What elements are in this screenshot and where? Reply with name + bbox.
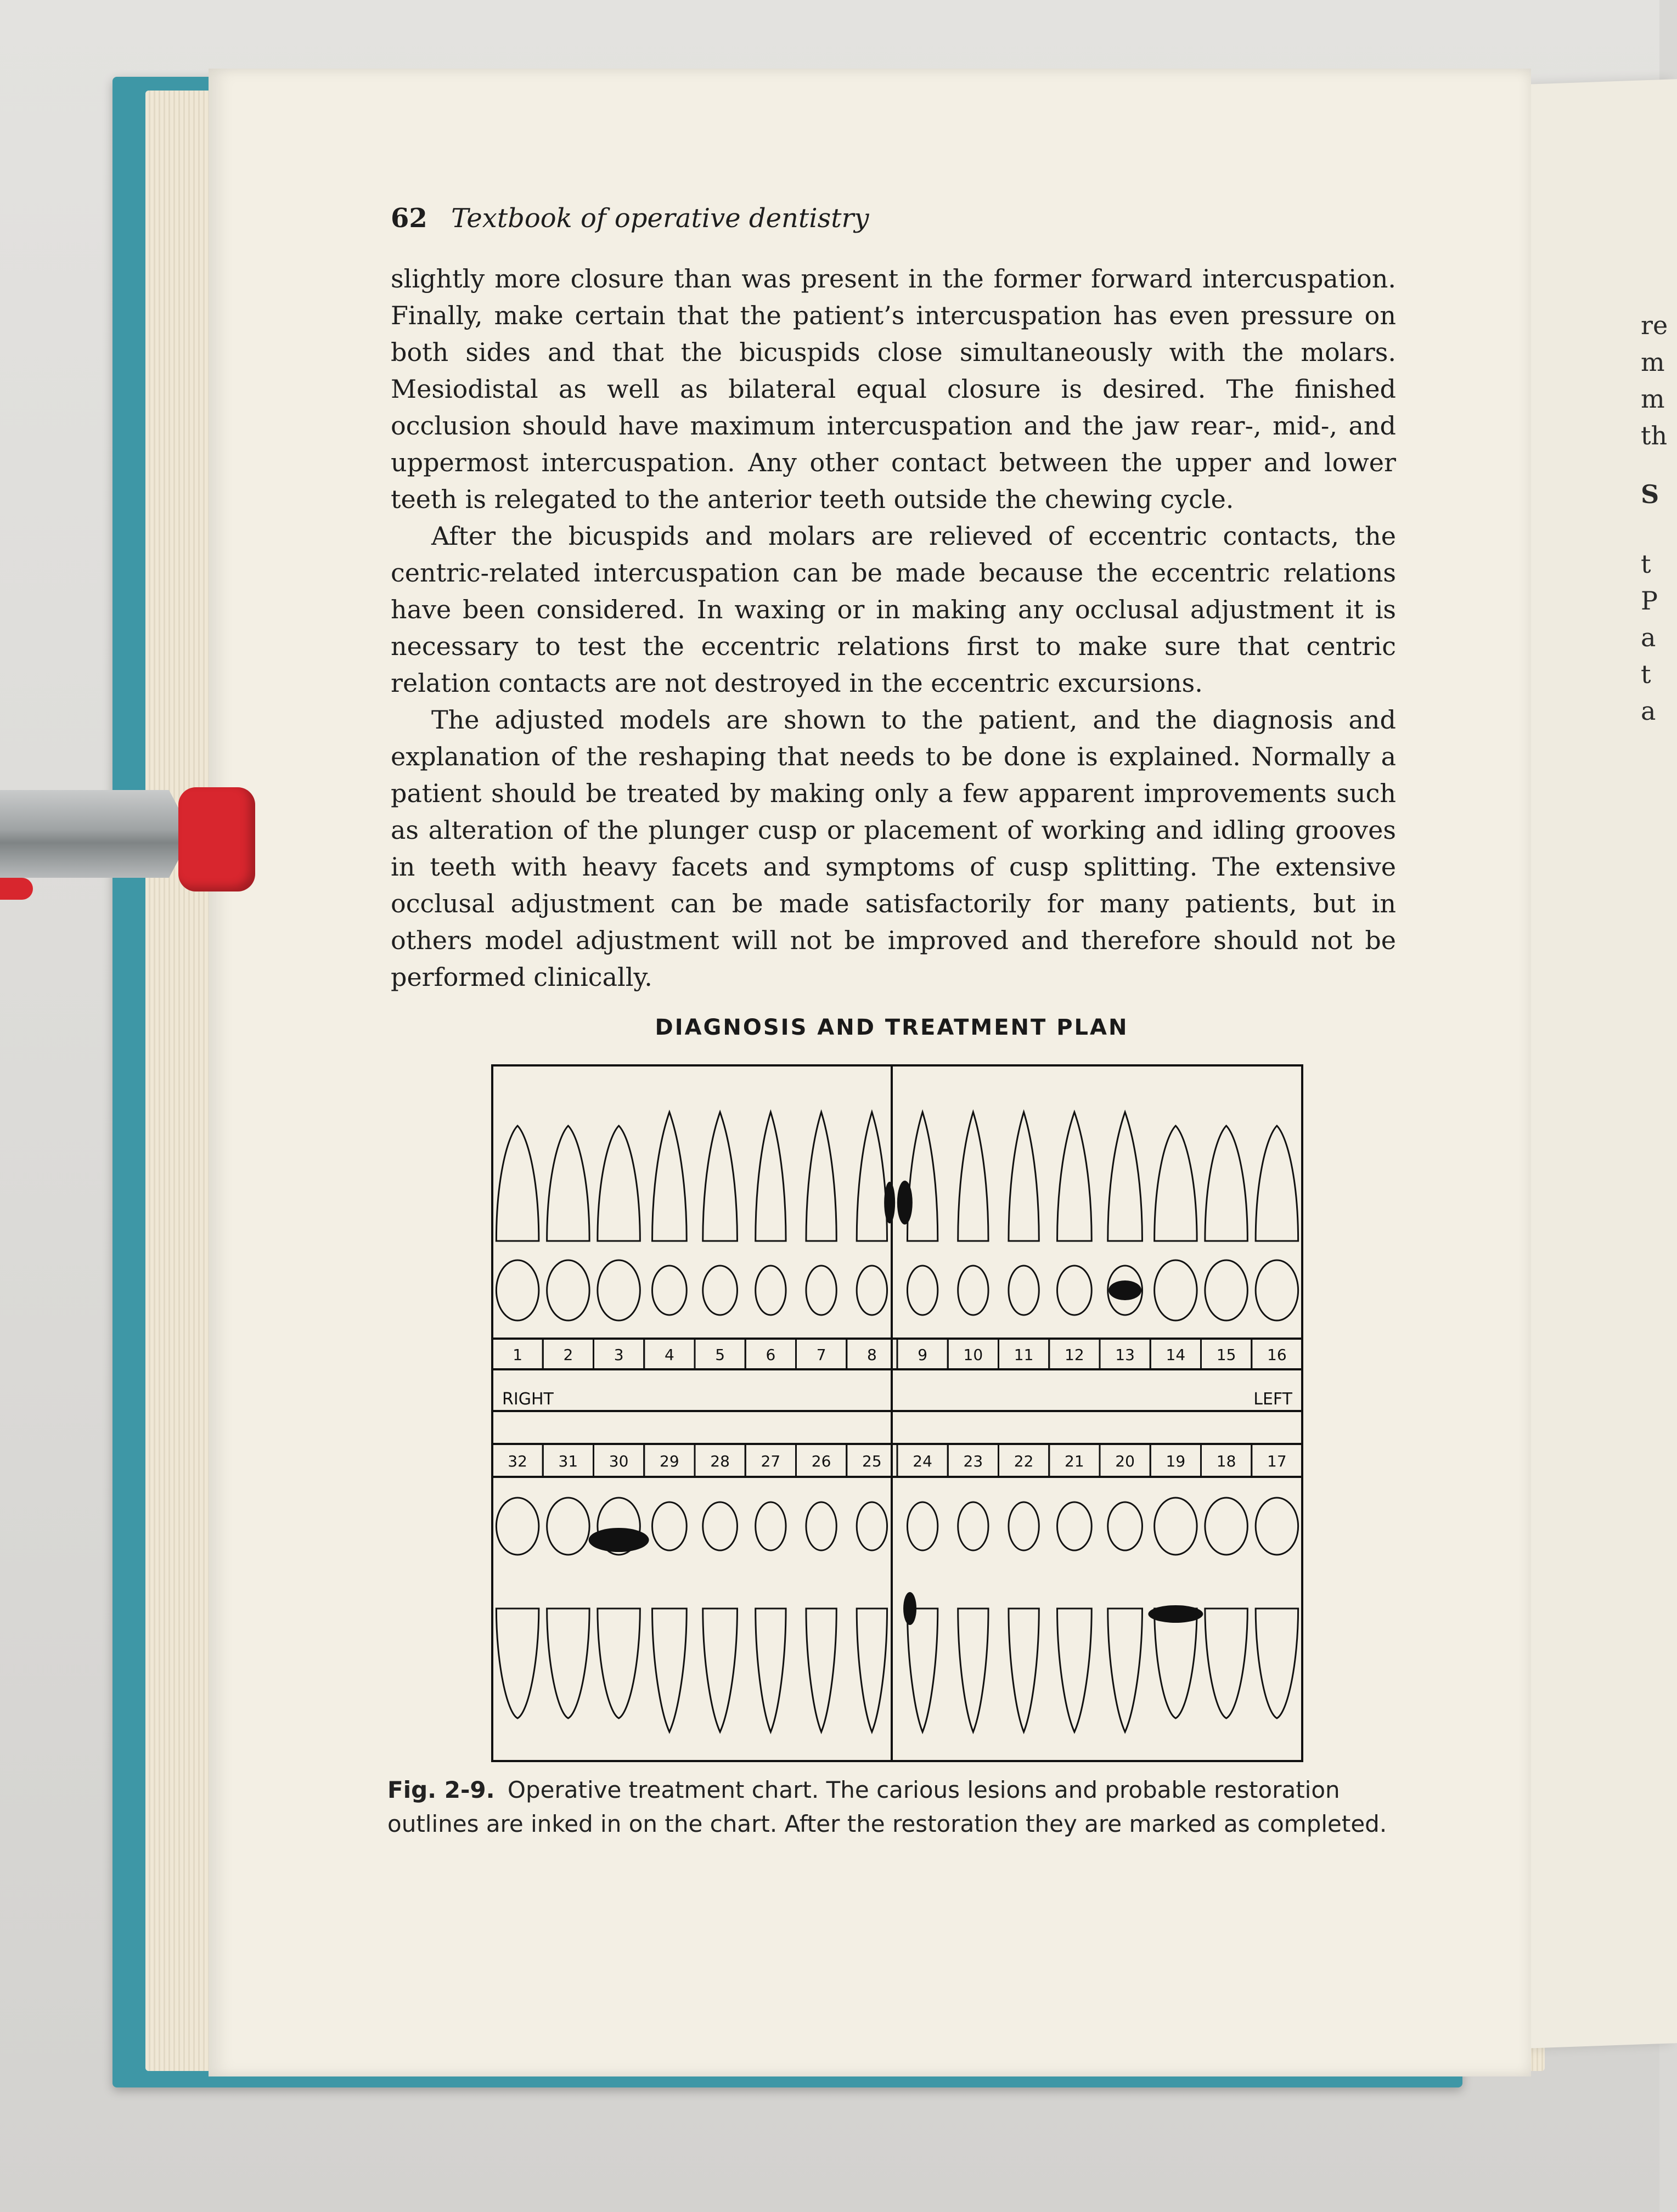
tooth-number: 29: [660, 1452, 679, 1470]
upper-tooth-outline: [806, 1112, 836, 1241]
lower-tooth-outline: [907, 1609, 937, 1732]
lower-occlusal-view: [652, 1502, 687, 1550]
upper-occlusal-view: [1057, 1266, 1092, 1315]
tooth-number: 13: [1115, 1346, 1135, 1364]
upper-occlusal-view: [598, 1260, 640, 1321]
tooth-number: 21: [1065, 1452, 1084, 1470]
upper-tooth-outline: [1205, 1126, 1247, 1241]
tooth-number: 24: [913, 1452, 932, 1470]
upper-occlusal-view: [756, 1266, 786, 1315]
right-label: RIGHT: [502, 1390, 554, 1409]
lower-occlusal-view: [1108, 1502, 1143, 1550]
lower-tooth-outline: [1205, 1609, 1247, 1718]
tooth-number: 19: [1166, 1452, 1186, 1470]
tooth-number: 9: [918, 1346, 928, 1364]
upper-occlusal-view: [1155, 1260, 1197, 1321]
upper-occlusal-view: [958, 1266, 988, 1315]
upper-tooth-outline: [652, 1112, 687, 1241]
figure-caption: [387, 1773, 1414, 1841]
inked-lesion: [903, 1592, 916, 1625]
upper-tooth-outline: [598, 1126, 640, 1241]
tooth-number: 14: [1166, 1346, 1186, 1364]
tooth-number: 27: [761, 1452, 781, 1470]
chart-frame: [492, 1065, 1302, 1761]
lower-occlusal-view: [907, 1502, 937, 1550]
paragraph: After the bicuspids and molars are relieved of eccentric contacts, the centric-related intercuspation can be made because the eccentric relations have been considered. In waxing or in making any occlusal adjustment it is necessary to test the eccentric relations first to make sure that centric relation contacts are not destroyed in the eccentric excursions.: [391, 521, 1396, 698]
lower-tooth-outline: [806, 1609, 836, 1732]
upper-number-row: [492, 1339, 1302, 1369]
lower-occlusal-view: [857, 1502, 887, 1550]
lower-tooth-outline: [1108, 1609, 1143, 1732]
tooth-number: 4: [664, 1346, 674, 1364]
upper-tooth-outline: [756, 1112, 786, 1241]
tooth-number: 16: [1267, 1346, 1287, 1364]
upper-tooth-outline: [857, 1112, 887, 1241]
dental-chart: [486, 1060, 1309, 1768]
tooth-number: 25: [862, 1452, 882, 1470]
lower-tooth-outline: [1155, 1609, 1197, 1718]
inked-lesion: [897, 1181, 913, 1224]
tooth-number: 8: [866, 1346, 877, 1364]
upper-occlusal-view: [806, 1266, 836, 1315]
upper-occlusal-view: [1205, 1260, 1247, 1321]
upper-tooth-outline: [1108, 1112, 1143, 1241]
tooth-number: 7: [816, 1346, 826, 1364]
upper-tooth-outline: [496, 1126, 538, 1241]
lower-occlusal-view: [1205, 1498, 1247, 1555]
lower-occlusal-view: [496, 1498, 538, 1555]
tooth-number: 22: [1014, 1452, 1034, 1470]
inked-lesion: [1148, 1605, 1203, 1623]
paragraph: slightly more closure than was present in the former forward intercuspation. Finally, make certain that the patient’s intercuspation has even pressure on both sides and that the bicuspids close simultaneously with the molars. Mesiodistal as well as bilateral equal closure is desired. The finished occlusion should have maximum intercuspation and the jaw rear-, mid-, and uppermost intercuspation. Any other contact between the upper and lower teeth is relegated to the anterior teeth outside the chewing cycle.: [391, 264, 1396, 514]
lower-tooth-outline: [652, 1609, 687, 1732]
upper-occlusal-view: [547, 1260, 589, 1321]
inked-lesion: [1108, 1280, 1141, 1300]
lower-occlusal-view: [1155, 1498, 1197, 1555]
tooth-number: 23: [963, 1452, 983, 1470]
tooth-number: 30: [609, 1452, 629, 1470]
lower-tooth-outline: [1057, 1609, 1092, 1732]
tooth-number: 1: [513, 1346, 523, 1364]
lower-tooth-outline: [1009, 1609, 1039, 1732]
lower-occlusal-view: [806, 1502, 836, 1550]
paragraph: The adjusted models are shown to the patient, and the diagnosis and explanation of the reshaping that needs to be done is explained. Normally a patient should be treated by making only a few apparent improvements such as alteration of the plunger cusp or placement of working and idling grooves in teeth with heavy facets and symptoms of cusp splitting. The extensive occlusal adjustment can be made satisfactorily for many patients, but in others model adjustment will not be improved and therefore should not be performed clinically.: [391, 705, 1396, 992]
upper-tooth-outline: [1057, 1112, 1092, 1241]
body-text: [391, 261, 1396, 996]
left-label: LEFT: [1253, 1390, 1292, 1409]
adjacent-page-text: re m m th S t P a t a: [1641, 311, 1668, 726]
upper-tooth-outline: [1009, 1112, 1039, 1241]
chart-title: DIAGNOSIS AND TREATMENT PLAN: [655, 1015, 1129, 1040]
tooth-number: 11: [1014, 1346, 1034, 1364]
lower-occlusal-view: [958, 1502, 988, 1550]
upper-tooth-outline: [958, 1112, 988, 1241]
tooth-number: 26: [811, 1452, 831, 1470]
inked-lesion: [884, 1182, 895, 1223]
upper-tooth-outline: [1155, 1126, 1197, 1241]
tooth-number: 32: [508, 1452, 527, 1470]
lower-tooth-outline: [1256, 1609, 1298, 1718]
lower-tooth-outline: [756, 1609, 786, 1732]
lower-tooth-outline: [857, 1609, 887, 1732]
book-title: Textbook of operative dentistry: [451, 203, 869, 234]
running-header: [391, 203, 1269, 247]
tooth-number: 2: [563, 1346, 573, 1364]
lower-occlusal-view: [1057, 1502, 1092, 1550]
binder-clip-tip: [178, 787, 255, 891]
tooth-number: 17: [1267, 1452, 1287, 1470]
lower-occlusal-view: [1009, 1502, 1039, 1550]
page-number: 62: [391, 203, 427, 234]
upper-occlusal-view: [1256, 1260, 1298, 1321]
upper-occlusal-view: [703, 1266, 738, 1315]
upper-occlusal-view: [907, 1266, 937, 1315]
lower-number-row: [492, 1444, 1302, 1477]
tooth-number: 10: [963, 1346, 983, 1364]
tooth-number: 6: [766, 1346, 776, 1364]
binder-clip: [0, 790, 192, 878]
upper-occlusal-view: [1009, 1266, 1039, 1315]
tooth-number: 12: [1065, 1346, 1084, 1364]
tooth-number: 28: [710, 1452, 730, 1470]
lower-tooth-outline: [547, 1609, 589, 1718]
caption-text: Operative treatment chart. The carious lesions and probable restoration outlines are inked in on the chart. After the restoration they are marked as completed.: [387, 1776, 1387, 1837]
tooth-drawings: [496, 1112, 1298, 1732]
tooth-number: 31: [558, 1452, 578, 1470]
upper-occlusal-view: [496, 1260, 538, 1321]
lower-tooth-outline: [958, 1609, 988, 1732]
lower-tooth-outline: [598, 1609, 640, 1718]
lower-occlusal-view: [756, 1502, 786, 1550]
upper-occlusal-view: [652, 1266, 687, 1315]
tooth-number: 20: [1115, 1452, 1135, 1470]
binder-clip-handle: [0, 878, 33, 900]
upper-occlusal-view: [857, 1266, 887, 1315]
lower-tooth-outline: [703, 1609, 738, 1732]
tooth-number: 15: [1216, 1346, 1236, 1364]
tooth-number: 18: [1216, 1452, 1236, 1470]
upper-tooth-outline: [547, 1126, 589, 1241]
upper-tooth-outline: [1256, 1126, 1298, 1241]
tooth-number: 5: [715, 1346, 725, 1364]
lower-occlusal-view: [547, 1498, 589, 1555]
lower-occlusal-view: [1256, 1498, 1298, 1555]
inked-lesion: [589, 1528, 649, 1552]
tooth-number: 3: [614, 1346, 624, 1364]
lower-tooth-outline: [496, 1609, 538, 1718]
upper-tooth-outline: [907, 1112, 937, 1241]
figure-number: Fig. 2-9.: [387, 1776, 495, 1803]
lower-occlusal-view: [703, 1502, 738, 1550]
upper-tooth-outline: [703, 1112, 738, 1241]
